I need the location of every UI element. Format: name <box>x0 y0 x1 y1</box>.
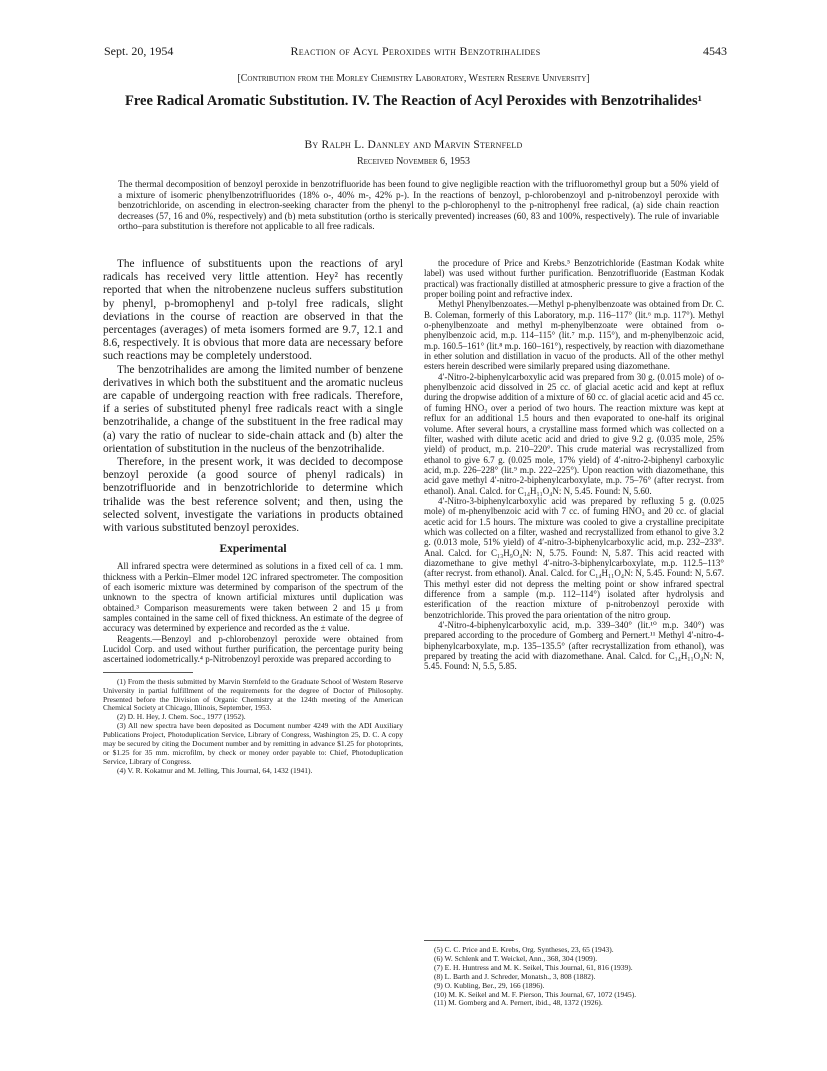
right-column <box>424 258 724 672</box>
left-column <box>103 258 403 776</box>
introduction <box>103 258 403 535</box>
page-number: 4543 <box>703 44 727 58</box>
section-heading-experimental: Experimental <box>219 543 287 556</box>
running-title: Reaction of Acyl Peroxides with Benzotrihalides <box>290 44 541 58</box>
abstract: The thermal decomposition of benzoyl peroxide in benzotrifluoride has been found to give negligible reaction with the trifluoromethyl group but a 50% yield of a mixture of isomeric phenylbenzotrifluorides (18% o-, 40% m-, 42% p-). In the reactions of benzoyl, p-chlorobenzoyl and p-nitrobenzoyl peroxide with benzotrichloride, on ascending in electron-seeking character from the phenyl to the p-chlorophenyl to the p-nitrophenyl free radical, (a) side chain reaction decreases (57, 16 and 0%, respectively) and (b) meta substitution (ortho is sterically prevented) increases (60, 83 and 100%, respectively). The rule of invariable ortho–para substitution is therefore not applicable to all free radicals. <box>118 180 719 233</box>
paragraph: All infrared spectra were determined as solutions in a fixed cell of ca. 1 mm. thickness with a Perkin–Elmer model 12C infrared spectrometer. The composition of each isomeric mixture was determined by comparison of the spectrum of the unknown to the spectra of known artificial mixtures until duplication was obtained.³ Comparison measurements were taken between 2 and 15 μ from samples contained in the same cell of fixed thickness. An estimate of the degree of accuracy was determined by experience and recorded as the ± value. <box>103 561 403 634</box>
footnote: (8) L. Barth and J. Schreder, Monatsh., 3, 808 (1882). <box>434 971 596 981</box>
footnote: (6) W. Schlenk and T. Weickel, Ann., 368, 304 (1909). <box>434 953 598 963</box>
experimental-section <box>103 561 403 664</box>
footnotes-right <box>424 940 724 1008</box>
paragraph: The influence of substituents upon the reactions of aryl radicals has received very little attention. Hey² has recently reported that when the nitrobenzene nucleus suffers substitution by phenyl, p-bromophenyl and p-tolyl free radicals, slight deviations in the course of reaction are observed in that the percentages (averages) of meta isomers formed are 9.7, 12.1 and 8.6, respectively. It is obvious that more data are necessary before such reactions may be completely understood. <box>103 258 403 363</box>
paragraph: The benzotrihalides are among the limited number of benzene derivatives in which both the substituent and the aromatic nucleus are capable of undergoing reaction with free radicals. Therefore, if a series of substituted phenyl free radicals react with a single benzotrihalide, a change of the substituent in the free radical may (a) vary the ratio of nuclear to side-chain attack and (b) alter the orientation of substitution in the nucleus of the benzotrihalide. <box>103 363 403 455</box>
footnote-divider <box>103 672 193 673</box>
footnote: (4) V. R. Kokatnur and M. Jelling, This Journal, 64, 1432 (1941). <box>117 765 313 775</box>
paragraph: Therefore, in the present work, it was decided to decompose benzoyl peroxide (a good source of phenyl radicals) in benzotrifluoride and in benzotrichloride to determine which trihalide was the best reference solvent; and then, using the selected solvent, investigate the variations in products obtained with various substituted benzoyl peroxides. <box>103 456 403 535</box>
paragraph: 4′-Nitro-2-biphenylcarboxylic acid was prepared from 30 g. (0.015 mole) of o-phenylbenzoic acid dissolved in 25 cc. of glacial acetic acid and kept at reflux during the dropwise addition of a mixture of 60 cc. of glacial acetic acid and 45 cc. of fuming HNO₃ over a period of two hours. The reaction mixture was kept at reflux for an additional 1.5 hours and then evaporated to one-half its original volume. After several hours, a crystalline mass formed which was collected on a filter, washed with dilute acetic acid and dried to give 9.2 g. (0.035 mole, 25% yield) of product, m.p. 210–220°. This crude material was recrystallized from ethanol to give 6.7 g. (0.025 mole, 17% yield) of 4′-nitro-2-biphenyl carboxylic acid, m.p. 226–228° (lit.⁹ m.p. 222–225°). Upon reaction with diazomethane, this acid gave methyl 4′-nitro-2-biphenylcarboxylate, m.p. 75–76° (after recryst. from ethanol). Anal. Calcd. for C₁₄H₁₁O₄N: N, 5.45. Found: N, 5.60. <box>424 371 724 496</box>
footnote-divider <box>424 940 514 941</box>
paragraph: Methyl Phenylbenzoates.—Methyl p-phenylbenzoate was obtained from Dr. C. B. Coleman, formerly of this Laboratory, m.p. 116–117° (lit.⁶ m.p. 117°). Methyl o-phenylbenzoate and methyl m-phenylbenzoate were obtained from o-phenylbenzoic acid, m.p. 114–115° (lit.⁷ m.p. 115°), and m-phenylbenzoic acid, m.p. 160.5–161° (lit.⁸ m.p. 160–161°), respectively, by reaction with diazomethane in ether solution and distillation in vacuo of the products. All of the other methyl esters herein described were similarly prepared using diazomethane. <box>424 299 724 372</box>
footnotes-left <box>103 678 403 776</box>
running-head <box>104 44 727 60</box>
footnote: (9) O. Kubling, Ber., 29, 166 (1896). <box>434 980 545 990</box>
issue-date: Sept. 20, 1954 <box>104 44 174 58</box>
contribution-line: [Contribution from the Morley Chemistry Laboratory, Western Reserve University] <box>237 73 590 84</box>
paragraph: the procedure of Price and Krebs.⁵ Benzotrichloride (Eastman Kodak white label) was used without further purification. Benzotrifluoride (Eastman Kodak practical) was fractionally distilled at atmospheric pressure to give a fraction of the proper boiling point and refractive index. <box>424 258 724 300</box>
footnote: (5) C. C. Price and E. Krebs, Org. Syntheses, 23, 65 (1943). <box>434 945 614 954</box>
article-title: Free Radical Aromatic Substitution. IV. The Reaction of Acyl Peroxides with Benzotrihalides¹ <box>125 93 702 109</box>
paragraph: 4′-Nitro-3-biphenylcarboxylic acid was prepared by refluxing 5 g. (0.025 mole) of m-phenylbenzoic acid with 7 cc. of fuming HNO₃ and 20 cc. of glacial acetic acid for 1.5 hours. The mixture was cooled to give a crystalline precipitate which was collected on a filter, washed and recrystallized from ethanol to give 3.2 g. (0.013 mole, 51% yield) of 4′-nitro-3-biphenylcarboxylic acid, m.p. 232–233°. Anal. Calcd. for C₁₃H₉O₄N: N, 5.75. Found: N, 5.87. This acid reacted with diazomethane to give methyl 4′-nitro-3-biphenylcarboxylate, m.p. 112.5–113° (after recryst. from ethanol). Anal. Calcd. for C₁₄H₁₁O₄N: N, 5.45. Found: N, 5.67. This methyl ester did not depress the melting point or show infrared spectral difference from a sample (m.p. 112–114°) isolated after hydrolysis and esterification of the reaction mixture of p-nitrobenzoyl peroxide with benzotrichloride. This proved the para orientation of the nitro group. <box>424 495 724 620</box>
received-date: Received November 6, 1953 <box>356 156 471 167</box>
footnote: (2) D. H. Hey, J. Chem. Soc., 1977 (1952). <box>117 712 246 722</box>
footnote: (10) M. K. Seikel and M. F. Pierson, This Journal, 67, 1072 (1945). <box>434 989 637 999</box>
footnote: (1) From the thesis submitted by Marvin Sternfeld to the Graduate School of Western Reserve University in partial fulfillment of the requirements for the degree of Doctor of Philosophy. Presented before the Division of Organic Chemistry at the 124th meeting of the American Chemical Society at Chicago, Illinois, September, 1953. <box>103 676 403 713</box>
footnote: (3) All new spectra have been deposited as Document number 4249 with the ADI Auxiliary Publications Project, Photoduplication Service, Library of Congress, Washington 25, D. C. A copy may be secured by citing the Document number and by remitting in advance $1.25 for photoprints, or $1.25 for 35 mm. microfilm, by check or money order payable to: Chief, Photoduplication Service, Library of Congress. <box>103 721 403 766</box>
byline: By Ralph L. Dannley and Marvin Sternfeld <box>304 139 523 151</box>
footnote: (11) M. Gomberg and A. Pernert, ibid., 48, 1372 (1926). <box>434 998 603 1008</box>
paragraph: Reagents.—Benzoyl and p-chlorobenzoyl peroxide were obtained from Lucidol Corp. and used without further purification, the percentage purity being ascertained iodometrically.⁴ p-Nitrobenzoyl peroxide was prepared according to <box>103 633 403 665</box>
footnote: (7) E. H. Huntress and M. K. Seikel, This Journal, 61, 816 (1939). <box>434 962 633 972</box>
paragraph: 4′-Nitro-4-biphenylcarboxylic acid, m.p. 339–340° (lit.¹⁰ m.p. 340°) was prepared according to the procedure of Gomberg and Pernert.¹¹ Methyl 4′-nitro-4-biphenylcarboxylate, m.p. 135–135.5° (after recrystallization from ethanol), was prepared by treating the acid with diazomethane. Anal. Calcd. for C₁₄H₁₁O₄N: N, 5.45. Found: N, 5.5, 5.85. <box>424 620 724 672</box>
